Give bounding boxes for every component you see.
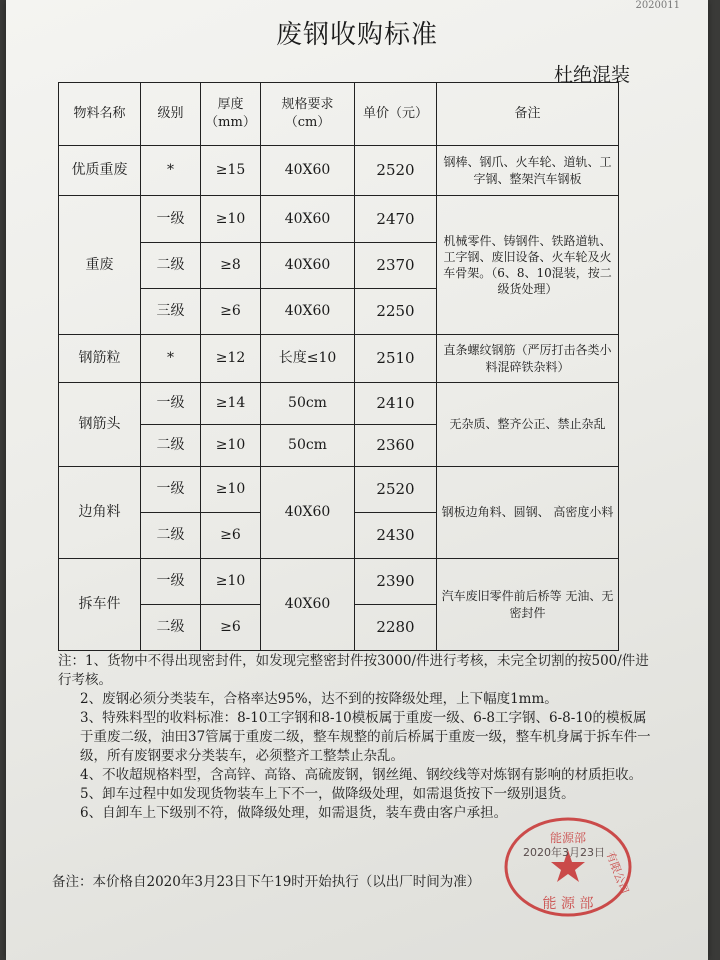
price-cell: 2360 bbox=[355, 425, 437, 467]
spec-cell: 40X60 bbox=[261, 146, 355, 196]
price-table bbox=[58, 82, 619, 651]
spec-cell: 40X60 bbox=[261, 196, 355, 243]
thickness-cell: ≥6 bbox=[201, 513, 261, 559]
table-row bbox=[59, 146, 619, 196]
material-name: 重废 bbox=[59, 196, 141, 335]
stamp-dept: 能源部 bbox=[549, 831, 587, 845]
price-cell: 2370 bbox=[355, 243, 437, 289]
note-item: 5、卸车过程中如发现货物装车上下不一，做降级处理，如需退货按下一级别退货。 bbox=[80, 786, 575, 802]
grade-cell: 二级 bbox=[141, 605, 201, 651]
header-spec: 规格要求（cm） bbox=[261, 83, 355, 146]
material-name: 优质重废 bbox=[59, 146, 141, 196]
company-stamp bbox=[498, 812, 638, 922]
spec-cell: 40X60 bbox=[261, 289, 355, 335]
price-cell: 2470 bbox=[355, 196, 437, 243]
thickness-cell: ≥10 bbox=[201, 196, 261, 243]
price-cell: 2410 bbox=[355, 383, 437, 425]
remark-cell: 汽车废旧零件前后桥等 无油、无密封件 bbox=[437, 559, 619, 651]
notes-section bbox=[58, 652, 658, 823]
table-row bbox=[59, 559, 619, 605]
page-title: 废钢收购标准 bbox=[275, 20, 438, 50]
note-item: 6、自卸车上下级别不符，做降级处理，如需退货，装车费由客户承担。 bbox=[80, 805, 508, 821]
document-sheet bbox=[6, 0, 708, 960]
remark-cell: 机械零件、铸钢件、铁路道轨、工字钢、废旧设备、火车轮及火车骨架。（6、8、10混装，按二级货处理） bbox=[437, 196, 619, 335]
thickness-cell: ≥10 bbox=[201, 425, 261, 467]
header-thickness: 厚度（mm） bbox=[201, 83, 261, 146]
thickness-cell: ≥10 bbox=[201, 467, 261, 513]
thickness-cell: ≥14 bbox=[201, 383, 261, 425]
header-material: 物料名称 bbox=[59, 83, 141, 146]
stamp-dept-bottom: 能 源 部 bbox=[542, 896, 594, 912]
spec-cell: 40X60 bbox=[261, 467, 355, 559]
effective-date-note: 备注：本价格自2020年3月23日下午19时开始执行（以出厂时间为准） bbox=[52, 874, 481, 890]
remark-cell: 钢棒、钢爪、火车轮、道轨、工字钢、整架汽车钢板 bbox=[437, 146, 619, 196]
price-cell: 2430 bbox=[355, 513, 437, 559]
remark-cell: 直条螺纹钢筋（严厉打击各类小料混碎铁杂料） bbox=[437, 335, 619, 383]
note-item: 2、废钢必须分类装车，合格率达95%，达不到的按降级处理，上下幅度1mm。 bbox=[80, 691, 558, 707]
spec-cell: 40X60 bbox=[261, 559, 355, 651]
table-header-row bbox=[59, 83, 619, 146]
thickness-cell: ≥8 bbox=[201, 243, 261, 289]
material-name: 钢筋头 bbox=[59, 383, 141, 467]
remark-cell: 钢板边角料、圆钢、 高密度小料 bbox=[437, 467, 619, 559]
grade-cell: * bbox=[141, 146, 201, 196]
table-row bbox=[59, 383, 619, 425]
header-remark: 备注 bbox=[437, 83, 619, 146]
price-cell: 2280 bbox=[355, 605, 437, 651]
note-item: 3、特殊料型的收料标准：8-10工字钢和8-10模板属于重废一级、6-8工字钢、6-8-10的模板属于重废二级，油田37管属于重废二级，整车规整的前后桥属于重废一级，整车机身属于拆车件一级，所有废钢要求分类装车，必须整齐工整禁止杂乱。 bbox=[80, 710, 651, 764]
material-name: 拆车件 bbox=[59, 559, 141, 651]
table-row bbox=[59, 196, 619, 243]
grade-cell: * bbox=[141, 335, 201, 383]
grade-cell: 一级 bbox=[141, 467, 201, 513]
material-name: 边角料 bbox=[59, 467, 141, 559]
thickness-cell: ≥12 bbox=[201, 335, 261, 383]
grade-cell: 一级 bbox=[141, 196, 201, 243]
grade-cell: 二级 bbox=[141, 425, 201, 467]
table-row bbox=[59, 335, 619, 383]
remark-cell: 无杂质、整齐公正、禁止杂乱 bbox=[437, 383, 619, 467]
price-cell: 2520 bbox=[355, 467, 437, 513]
table-row bbox=[59, 467, 619, 513]
price-cell: 2520 bbox=[355, 146, 437, 196]
thickness-cell: ≥6 bbox=[201, 289, 261, 335]
price-cell: 2510 bbox=[355, 335, 437, 383]
slogan: 杜绝混装 bbox=[553, 64, 630, 86]
grade-cell: 三级 bbox=[141, 289, 201, 335]
stamp-ring-text: 有限公司 bbox=[603, 849, 631, 896]
document-number: 2020011 bbox=[635, 0, 680, 11]
note-item: 4、不收超规格料型，含高锌、高铬、高硫废钢，钢丝绳、钢绞线等对炼钢有影响的材质拒收。 bbox=[80, 767, 643, 783]
header-price: 单价（元） bbox=[355, 83, 437, 146]
thickness-cell: ≥6 bbox=[201, 605, 261, 651]
thickness-cell: ≥10 bbox=[201, 559, 261, 605]
grade-cell: 一级 bbox=[141, 559, 201, 605]
price-cell: 2390 bbox=[355, 559, 437, 605]
spec-cell: 长度≤10 bbox=[261, 335, 355, 383]
grade-cell: 一级 bbox=[141, 383, 201, 425]
thickness-cell: ≥15 bbox=[201, 146, 261, 196]
grade-cell: 二级 bbox=[141, 243, 201, 289]
material-name: 钢筋粒 bbox=[59, 335, 141, 383]
grade-cell: 二级 bbox=[141, 513, 201, 559]
price-cell: 2250 bbox=[355, 289, 437, 335]
spec-cell: 50cm bbox=[261, 425, 355, 467]
note-item: 注：1、货物中不得出现密封件，如发现完整密封件按3000/件进行考核，未完全切割的按500/件进行考核。 bbox=[58, 653, 649, 688]
spec-cell: 40X60 bbox=[261, 243, 355, 289]
header-grade: 级别 bbox=[141, 83, 201, 146]
stamp-date: 2020年3月23日 bbox=[523, 846, 605, 859]
spec-cell: 50cm bbox=[261, 383, 355, 425]
